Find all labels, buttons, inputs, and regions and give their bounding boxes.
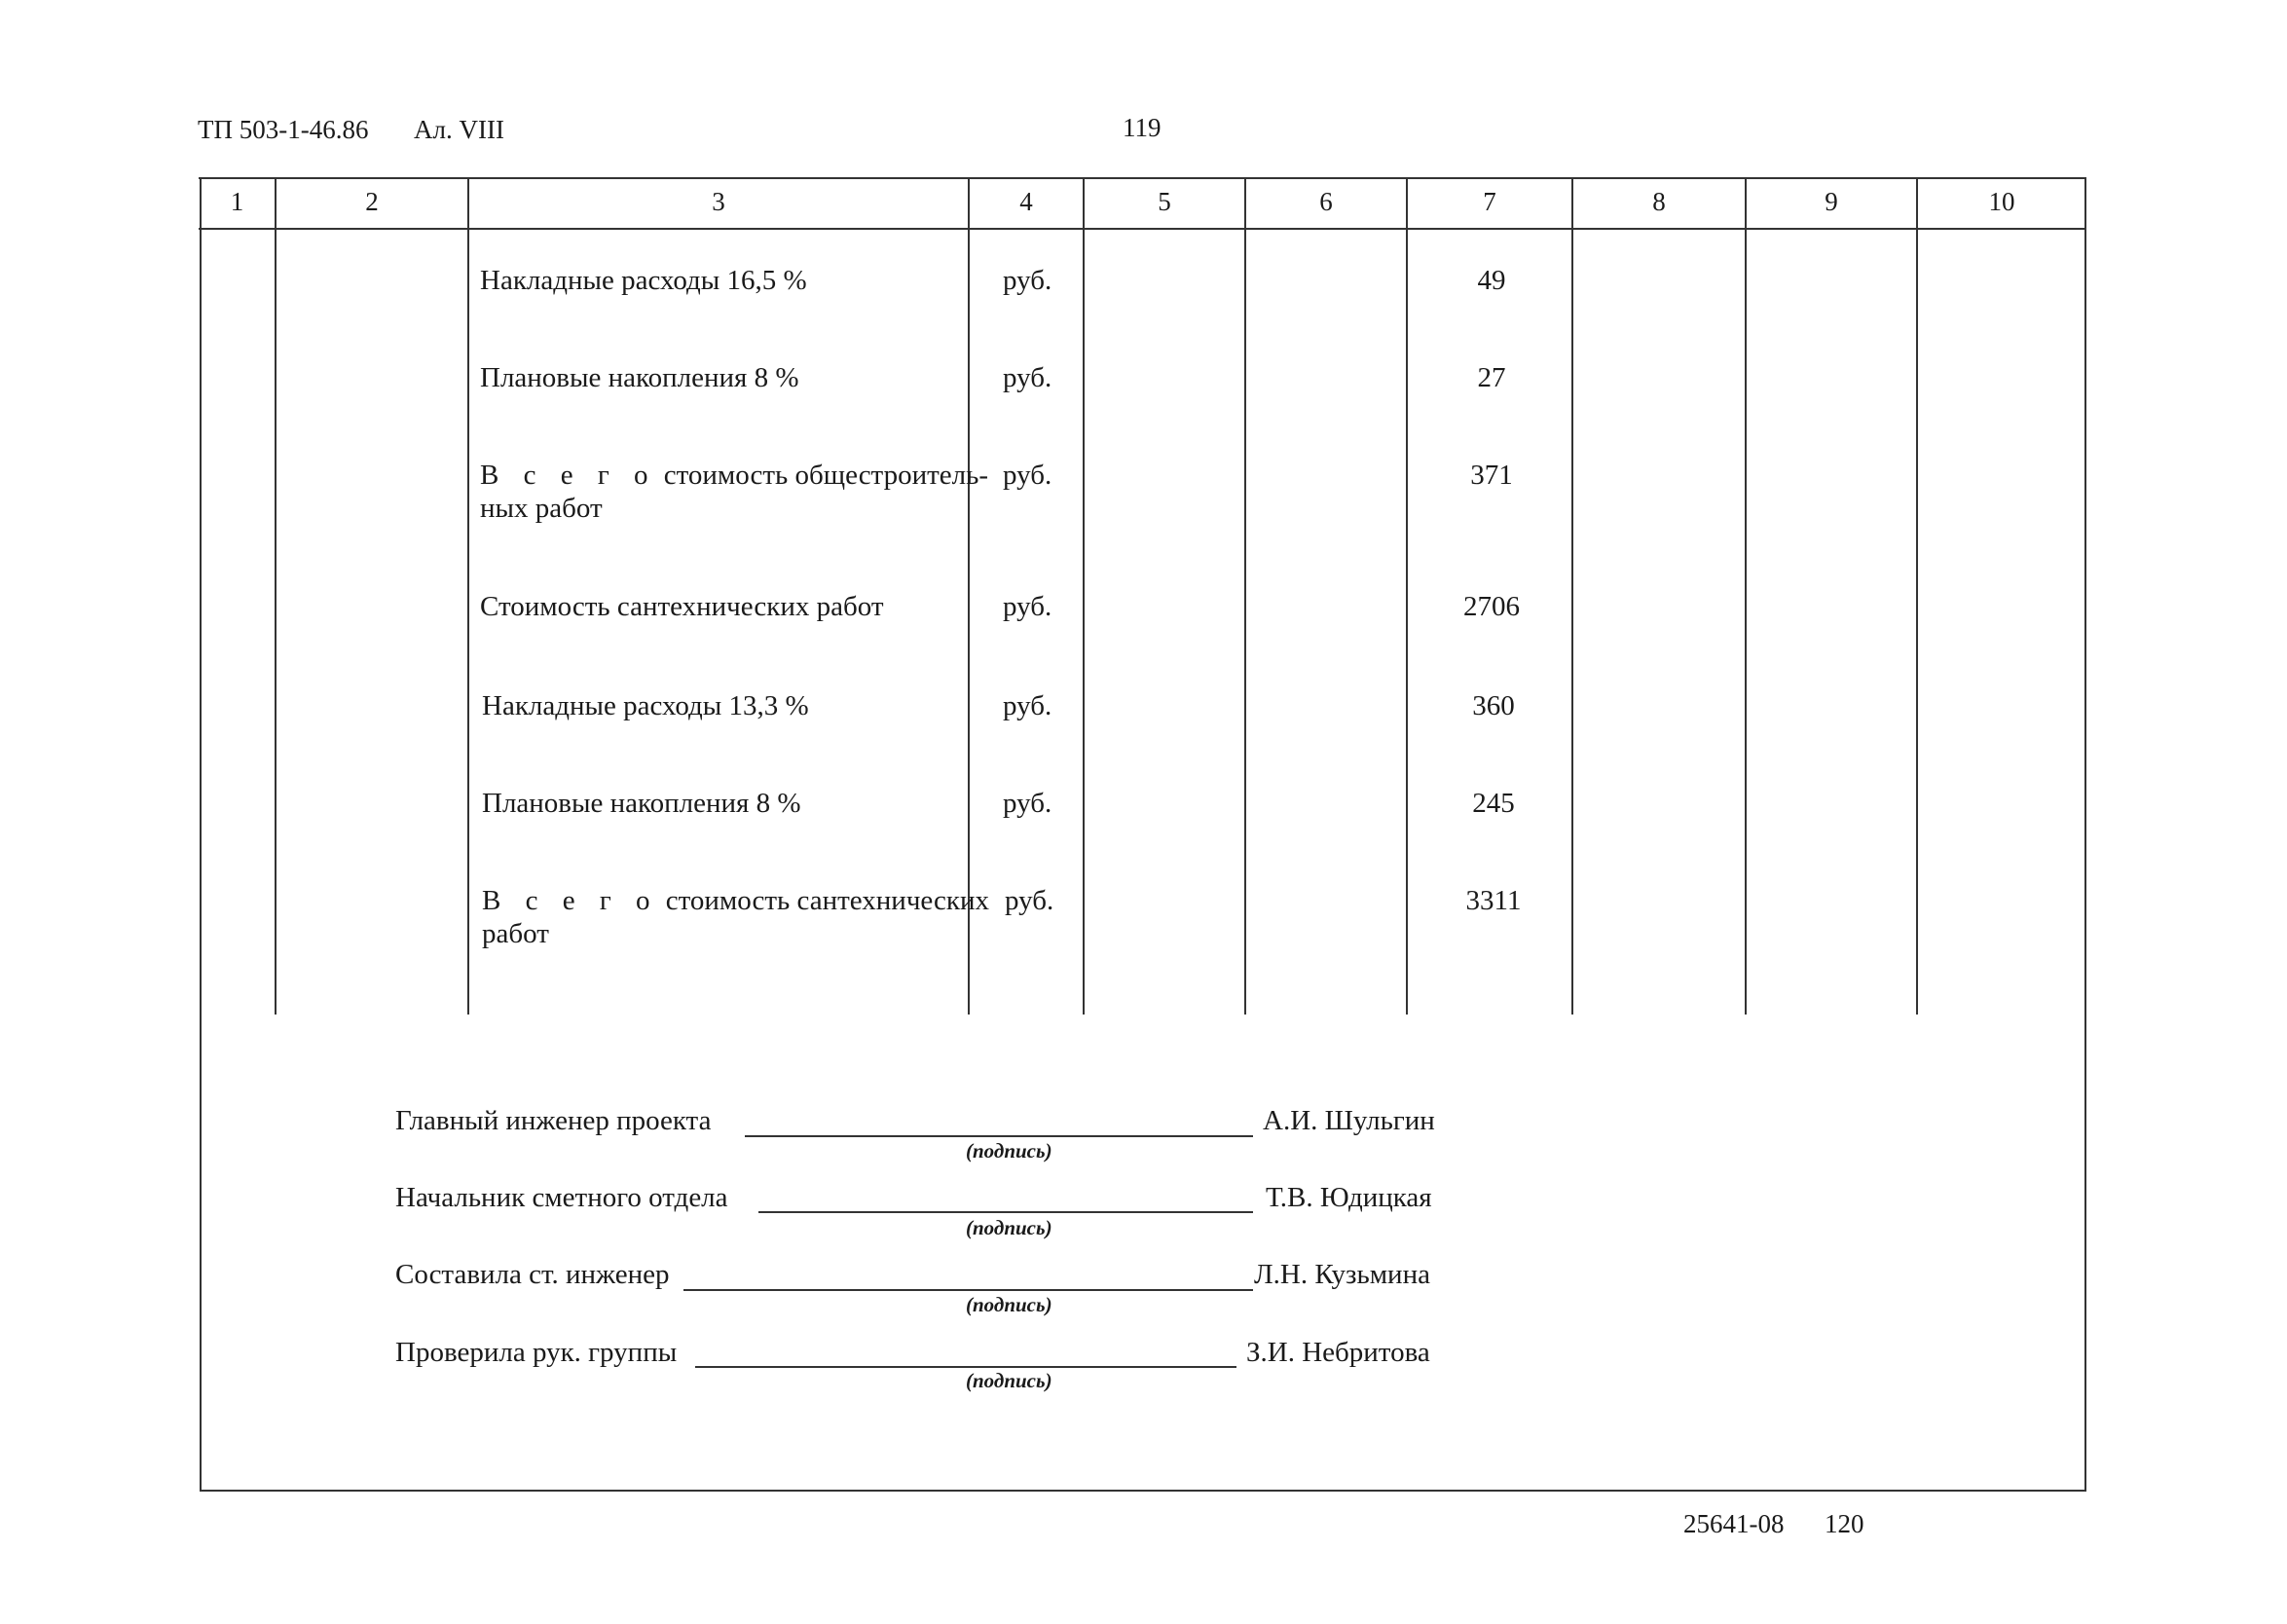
row-unit: руб. bbox=[1003, 265, 1052, 296]
row-description-continued: ных работ bbox=[480, 493, 603, 524]
signature-hint: (подпись) bbox=[966, 1369, 1052, 1392]
row-unit: руб. bbox=[1003, 460, 1052, 491]
footer-document-code: 25641-08 bbox=[1683, 1509, 1785, 1538]
footer-page-number: 120 bbox=[1825, 1509, 1864, 1538]
column-divider bbox=[1406, 177, 1408, 1015]
row-description bbox=[482, 885, 989, 917]
row-value: 49 bbox=[1477, 265, 1506, 296]
column-number: 10 bbox=[1988, 187, 2015, 216]
column-number: 2 bbox=[365, 187, 379, 216]
row-description-continued: работ bbox=[482, 918, 549, 949]
signature-hint: (подпись) bbox=[966, 1216, 1052, 1239]
row-unit: руб. bbox=[1005, 885, 1054, 916]
row-value: 245 bbox=[1472, 788, 1515, 819]
row-unit: руб. bbox=[1003, 591, 1052, 622]
row-value: 3311 bbox=[1465, 885, 1522, 916]
column-number: 4 bbox=[1019, 187, 1033, 216]
column-divider bbox=[1916, 177, 1918, 1015]
column-number: 8 bbox=[1652, 187, 1666, 216]
row-description-emphasis: В с е г о bbox=[482, 885, 659, 916]
document-code: ТП 503-1-46.86 bbox=[198, 115, 369, 144]
album-number: Ал. VIII bbox=[414, 115, 504, 144]
signature-line bbox=[683, 1289, 1253, 1291]
signature-line bbox=[758, 1211, 1253, 1213]
row-description: Плановые накопления 8 % bbox=[480, 362, 799, 393]
column-number: 1 bbox=[230, 187, 244, 216]
signature-role: Составила ст. инженер bbox=[395, 1259, 670, 1290]
row-value: 371 bbox=[1470, 460, 1513, 491]
column-divider bbox=[467, 177, 469, 1015]
signatory-name: Л.Н. Кузьмина bbox=[1254, 1259, 1430, 1290]
column-divider bbox=[275, 177, 277, 1015]
signature-role: Проверила рук. группы bbox=[395, 1337, 678, 1368]
signatory-name: А.И. Шульгин bbox=[1263, 1105, 1435, 1136]
page-number: 119 bbox=[1123, 113, 1162, 142]
signature-line bbox=[745, 1135, 1253, 1137]
column-divider bbox=[1745, 177, 1747, 1015]
signature-role: Главный инженер проекта bbox=[395, 1105, 712, 1136]
row-description: Плановые накопления 8 % bbox=[482, 788, 801, 819]
row-value: 2706 bbox=[1463, 591, 1520, 622]
signature-hint: (подпись) bbox=[966, 1293, 1052, 1316]
row-description: Стоимость сантехнических работ bbox=[480, 591, 884, 622]
column-number: 3 bbox=[712, 187, 725, 216]
row-description-text: стоимость общестроитель- bbox=[656, 460, 989, 491]
row-description bbox=[480, 460, 988, 492]
column-number: 6 bbox=[1319, 187, 1333, 216]
column-divider bbox=[1571, 177, 1573, 1015]
row-description-text: стоимость сантехнических bbox=[658, 885, 989, 916]
signatory-name: З.И. Небритова bbox=[1246, 1337, 1430, 1368]
signatory-name: Т.В. Юдицкая bbox=[1266, 1182, 1432, 1213]
row-description: Накладные расходы 13,3 % bbox=[482, 690, 809, 721]
column-number: 5 bbox=[1158, 187, 1171, 216]
row-unit: руб. bbox=[1003, 690, 1052, 721]
column-number: 7 bbox=[1483, 187, 1496, 216]
signature-line bbox=[695, 1366, 1236, 1368]
row-unit: руб. bbox=[1003, 362, 1052, 393]
row-unit: руб. bbox=[1003, 788, 1052, 819]
row-value: 27 bbox=[1477, 362, 1506, 393]
row-value: 360 bbox=[1472, 690, 1515, 721]
column-divider bbox=[1083, 177, 1085, 1015]
row-description-emphasis: В с е г о bbox=[480, 460, 657, 491]
column-number: 9 bbox=[1825, 187, 1838, 216]
column-divider bbox=[1244, 177, 1246, 1015]
row-description: Накладные расходы 16,5 % bbox=[480, 265, 807, 296]
signature-hint: (подпись) bbox=[966, 1139, 1052, 1163]
signature-role: Начальник сметного отдела bbox=[395, 1182, 728, 1213]
